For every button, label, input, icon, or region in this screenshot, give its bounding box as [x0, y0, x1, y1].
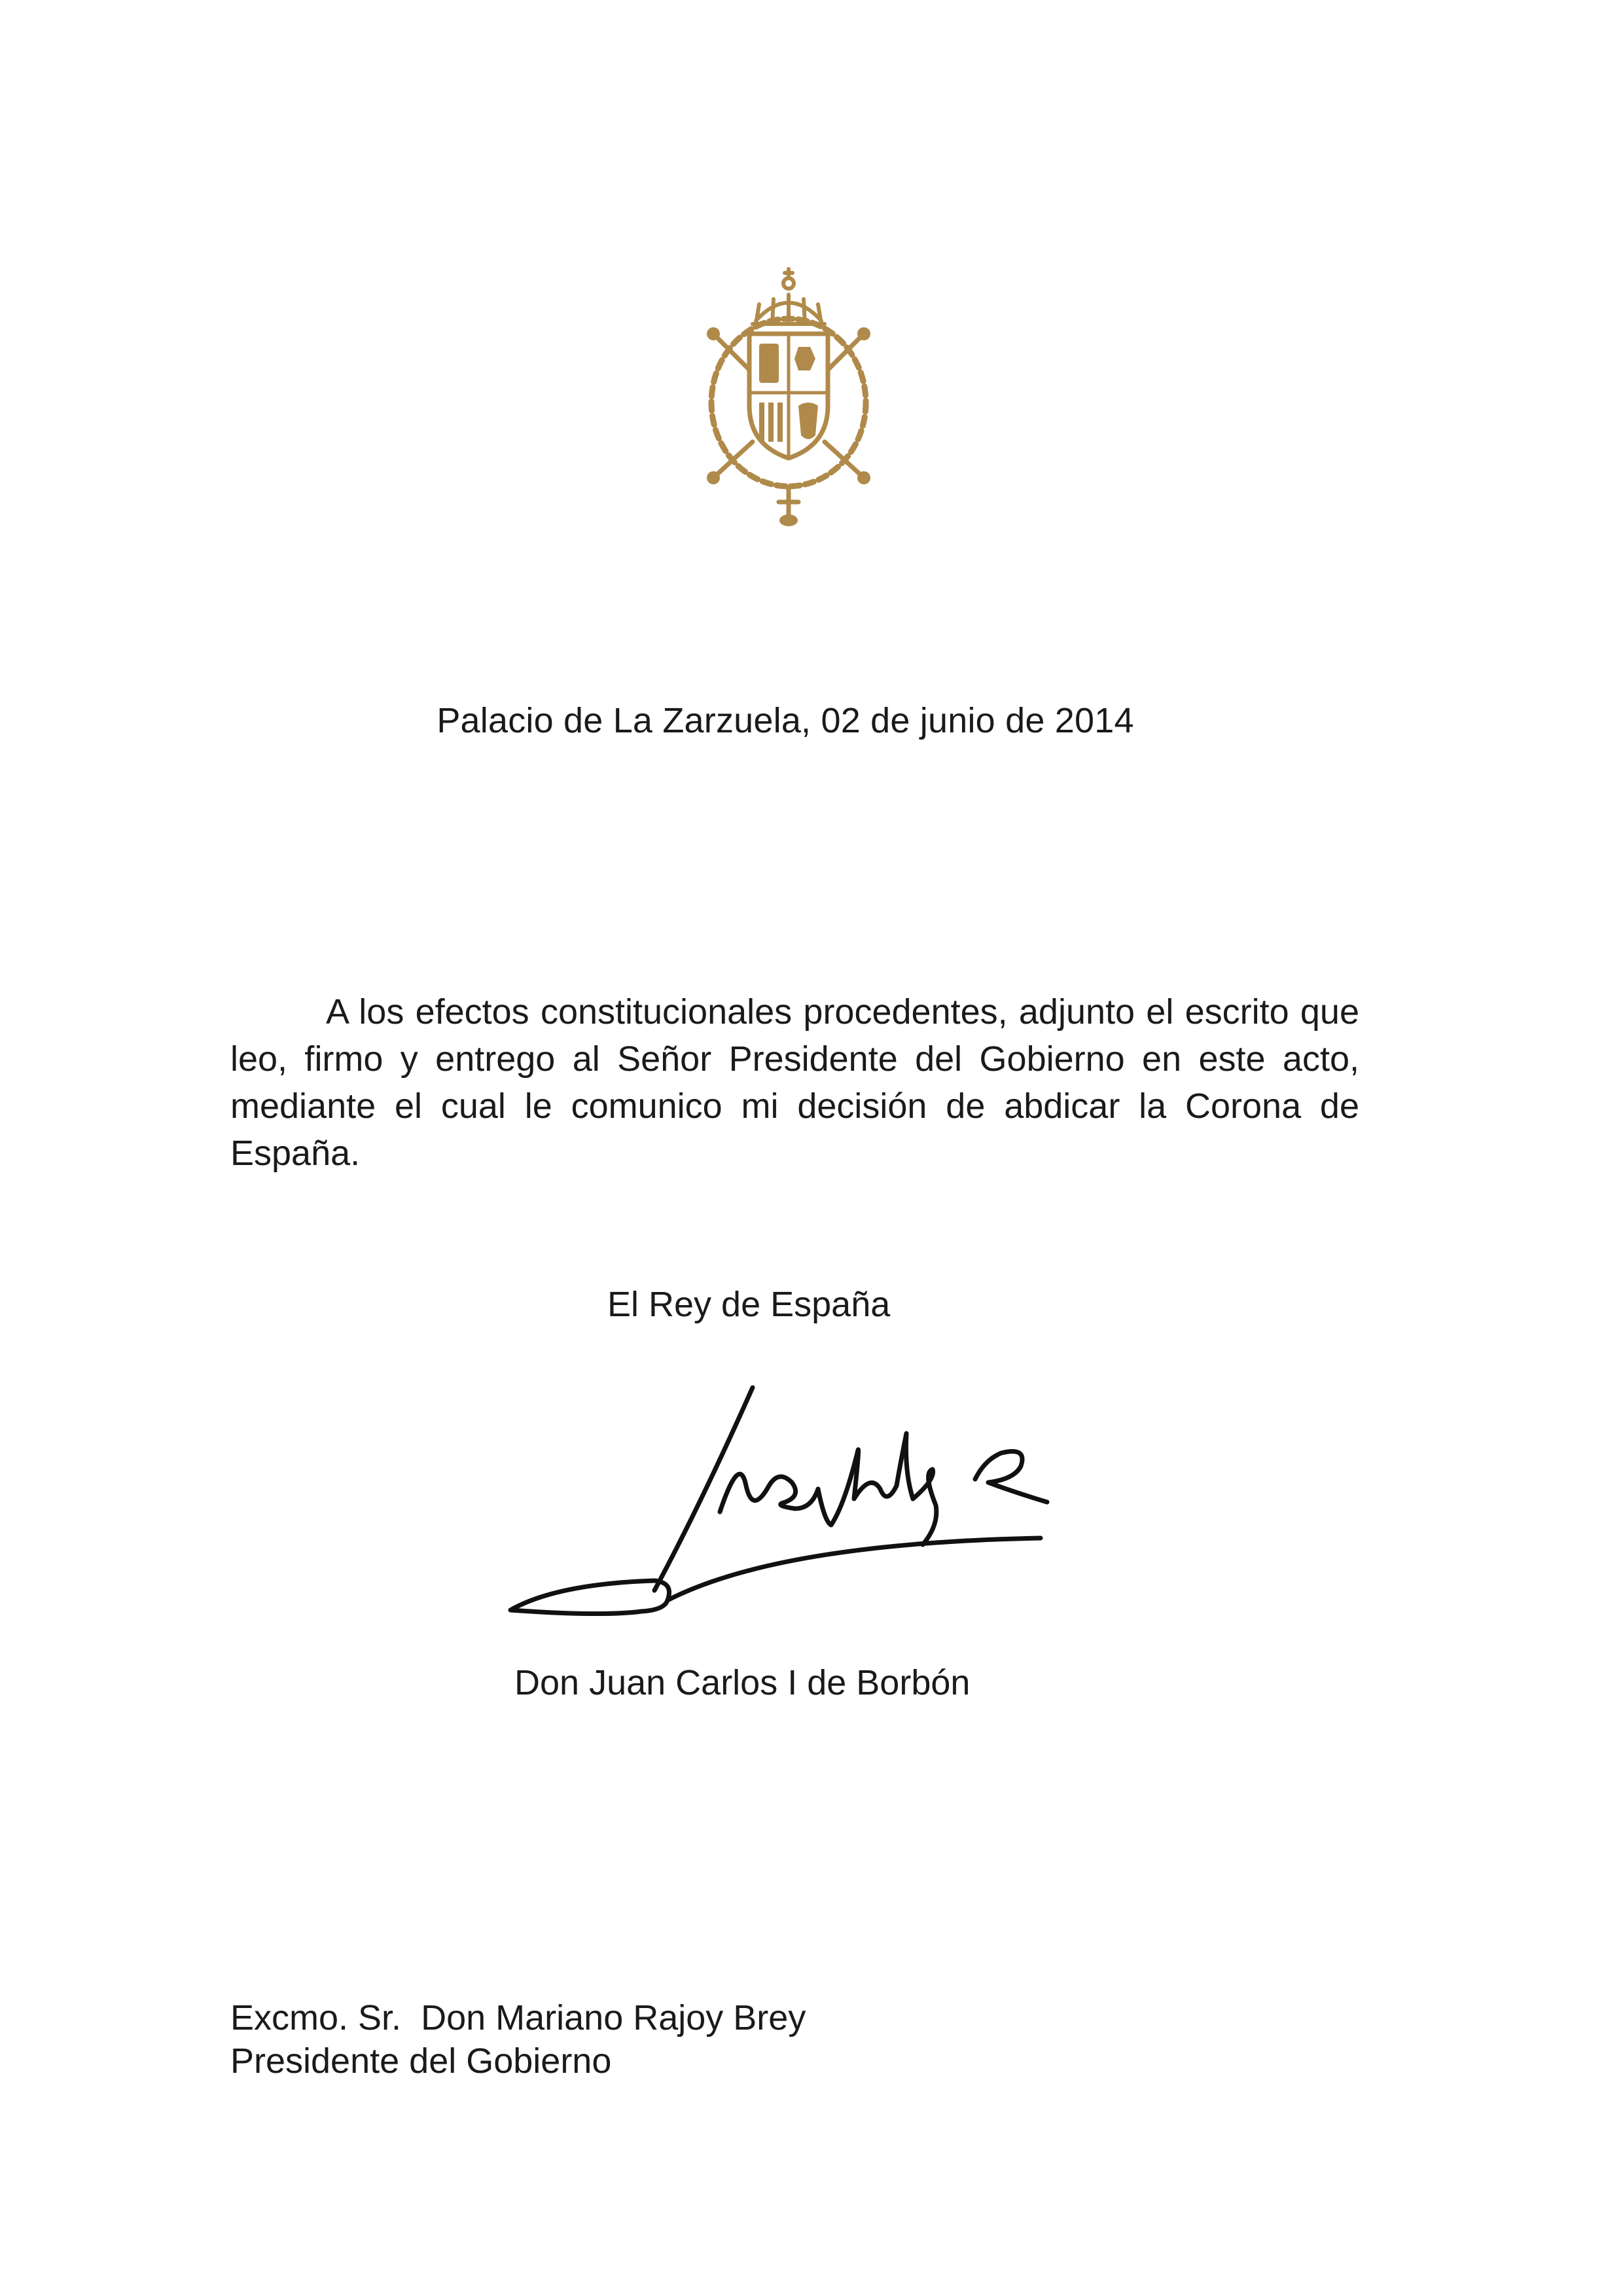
addressee-name: Excmo. Sr. Don Mariano Rajoy Brey: [230, 1998, 806, 2037]
letter-body: A los efectos constitucionales procedentes, adjunto el escrito que leo, firmo y entrego al Señor Presidente del Gobierno en este acto, mediante el cual le comunico mi decisión de abdicar la Corona de España.: [230, 992, 1359, 1173]
place-date-line: Palacio de La Zarzuela, 02 de junio de 2014: [437, 701, 1134, 740]
handwritten-signature: [504, 1374, 1093, 1623]
royal-coat-of-arms-icon: [694, 259, 883, 527]
addressee-title: Presidente del Gobierno: [230, 2041, 612, 2081]
addressee-block: [230, 1996, 806, 2083]
signer-name: Don Juan Carlos I de Borbón: [514, 1663, 971, 1702]
closing-title: El Rey de España: [607, 1285, 891, 1324]
